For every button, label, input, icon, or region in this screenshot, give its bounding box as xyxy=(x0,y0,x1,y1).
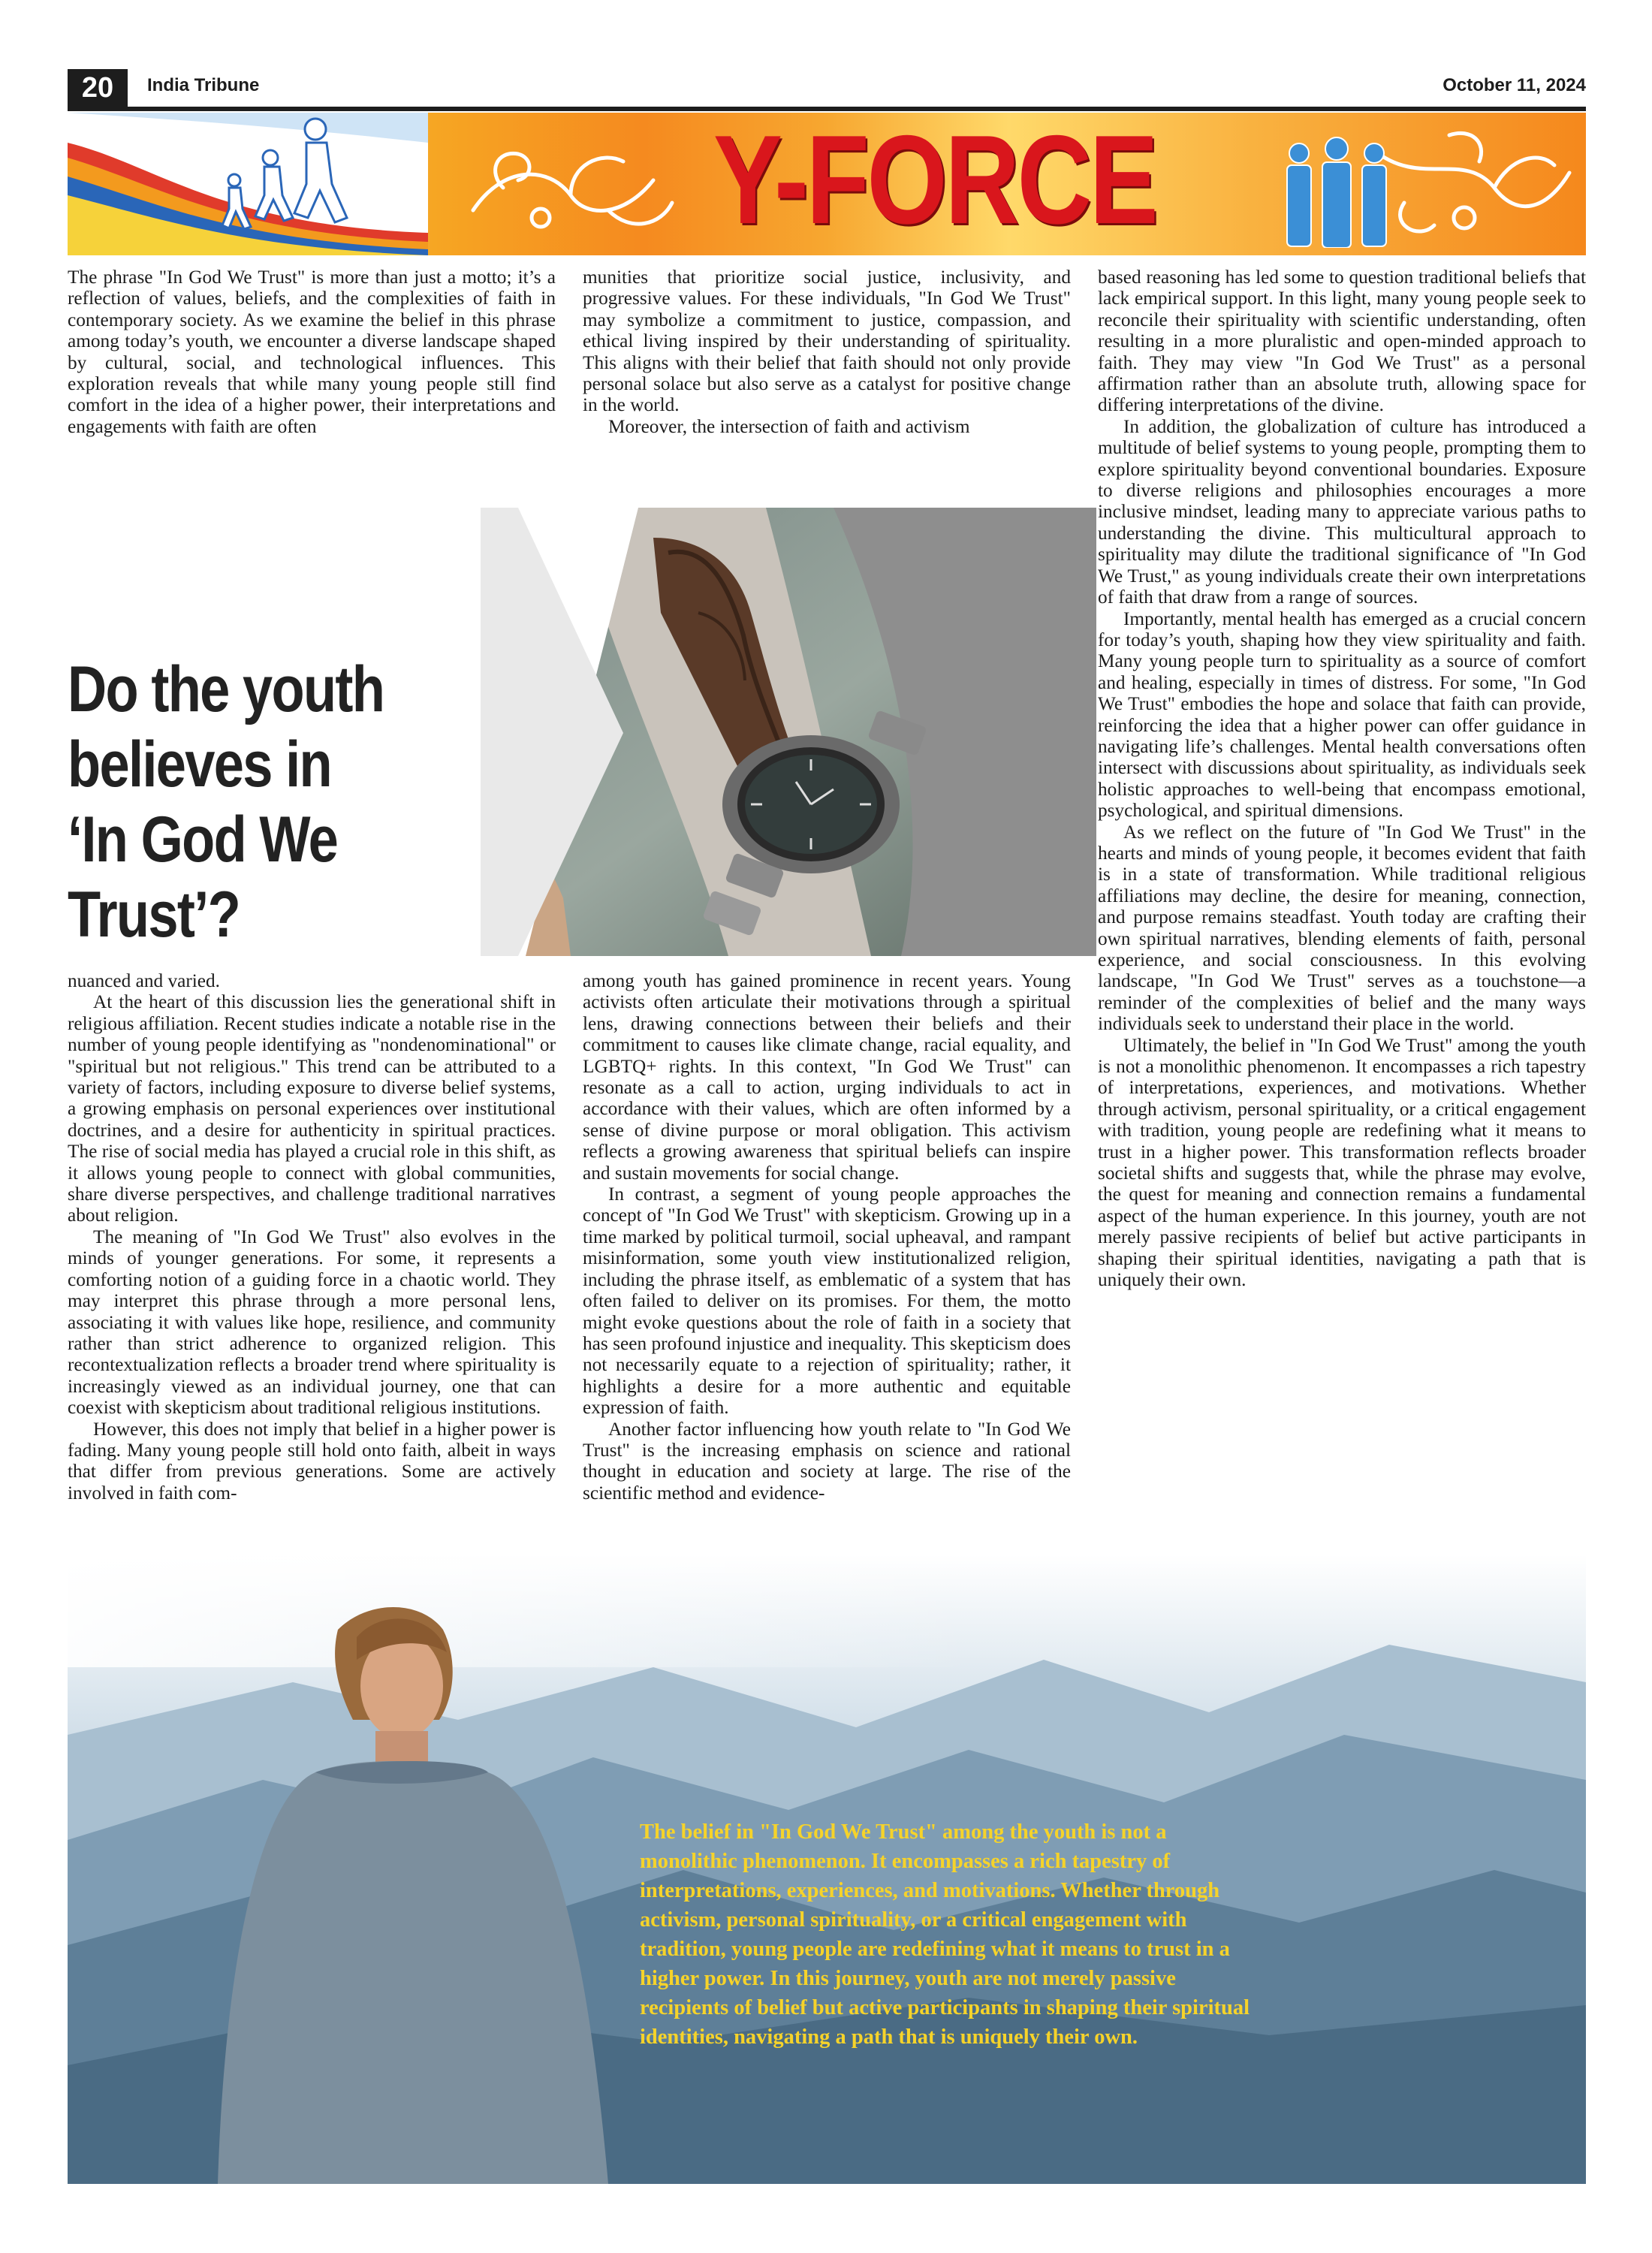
article-paragraph: The meaning of "In God We Trust" also evolves in the minds of younger generations. For some, it represents a comforting notion of a guiding force in a chaotic world. They may interpret this phrase through a more personal lens, associating it with values like hope, resilience, and community rather than strict adherence to organized religion. This recontextualization reflects a broader trend where spirituality is increasingly viewed as an individual journey, one that can coexist with skepticism about traditional religious institutions. xyxy=(68,1226,556,1419)
article-paragraph: Ultimately, the belief in "In God We Trust" among the youth is not a monolithic phenomenon. It encompasses a rich tapestry of interpretations, experiences, and motivations. Whether through activism, personal spirituality, or a critical engagement with tradition, young people are redefining what it means to trust in a higher power. This transformation reflects broader societal shifts and suggests that, while the phrase may evolve, the quest for meaning and connection remains a fundamental aspect of the human experience. In this journey, youth are not merely passive recipients of belief but active participants in shaping their spiritual identities, navigating a path that is uniquely their own. xyxy=(1098,1034,1586,1291)
article-column-2-bottom xyxy=(583,970,1071,1504)
article-column-2-top xyxy=(583,267,1071,437)
issue-date: October 11, 2024 xyxy=(1442,75,1586,95)
runners-wave-graphic xyxy=(68,113,428,255)
business-people-icon xyxy=(1277,135,1397,248)
article-column-3 xyxy=(1098,267,1586,1291)
section-banner xyxy=(68,113,1586,255)
article-paragraph: In addition, the globalization of culture has introduced a multitude of belief systems to young people, prompting them to explore spirituality beyond conventional boundaries. Exposure to diverse religions and philosophies encourages a more inclusive mindset, leading many to appreciate various paths to understanding the divine. This multicultural approach to spirituality may dilute the traditional significance of "In God We Trust," as young individuals create their own interpretations of faith that draw from a range of sources. xyxy=(1098,415,1586,608)
article-paragraph: Importantly, mental health has emerged as a crucial concern for today’s youth, shaping how they view spirituality and faith. Many young people turn to spirituality as a source of comfort and healing, especially in times of distress. For some, "In God We Trust" embodies the hope and solace that faith can provide, reinforcing the idea that a higher power can offer guidance in navigating life’s challenges. Mental health conversations often intersect with discussions about spirituality, as individuals seek holistic approaches to well-being that encompass emotional, psychological, and spiritual dimensions. xyxy=(1098,608,1586,822)
article-paragraph: nuanced and varied. xyxy=(68,970,220,991)
article-paragraph: At the heart of this discussion lies the generational shift in religious affiliation. Recent studies indicate a notable rise in the number of young people identifying as "nondenominational" or "spiritual but not religious." This trend can be attributed to a variety of factors, including exposure to diverse belief systems, a growing emphasis on personal experiences over institutional doctrines, and a desire for authenticity in spiritual practices. The rise of social media has played a crucial role in this shift, as it allows young people to connect with global communities, share diverse perspectives, and challenge traditional narratives about religion. xyxy=(68,991,556,1226)
article-paragraph: munities that prioritize social justice, inclusivity, and progressive values. For these individuals, "In God We Trust" may symbolize a commitment to justice, compassion, and ethical living inspired by their understanding of spirituality. This aligns with their belief that faith should not only provide personal solace but also serve as a catalyst for positive change in the world. xyxy=(583,267,1071,416)
article-paragraph: Moreover, the intersection of faith and activism xyxy=(608,415,970,437)
article-paragraph: However, this does not imply that belief in a higher power is fading. Many young people still hold onto faith, albeit in ways that differ from previous generations. Some are actively involved in faith com- xyxy=(68,1418,556,1504)
headline-line-3: ‘In God We Trust’? xyxy=(68,804,338,951)
headline-line-2: believes in xyxy=(68,728,331,801)
pull-quote: The belief in "In God We Trust" among the youth is not a monolithic phenomenon. It encompasses a rich tapestry of interpretations, experiences, and motivations. Whether through activism, personal spirituality, or a critical engagement with tradition, young people are redefining what it means to trust in a higher power. In this journey, youth are not merely passive recipients of belief but active participants in shaping their spiritual identities, navigating a path that is uniquely their own. xyxy=(640,1820,1250,2049)
publication-name: India Tribune xyxy=(147,75,260,95)
article-headline xyxy=(68,652,522,952)
headline-line-1: Do the youth xyxy=(68,653,384,725)
article-paragraph: As we reflect on the future of "In God We Trust" in the hearts and minds of young people, it becomes evident that faith is in a state of transformation. While traditional religious affiliations may decline, the desire for meaning, connection, and purpose remains steadfast. Youth today are crafting their own spiritual narratives, blending elements of faith, personal experience, and social consciousness. In this evolving landscape, "In God We Trust" serves as a touchstone—a reminder of the complexities of belief and the many ways individuals seek to understand their place in the world. xyxy=(1098,821,1586,1035)
page-header xyxy=(68,69,1586,111)
article-column-1-top xyxy=(68,267,556,437)
article-paragraph: In contrast, a segment of young people approaches the concept of "In God We Trust" with skepticism. Growing up in a time marked by political turmoil, social upheaval, and rampant misinformation, some youth view institutionalized religion, including the phrase itself, as emblematic of a system that has often failed to deliver on its promises. For them, the motto might evoke questions about the role of faith in a society that has seen profound injustice and inequality. This skepticism does not necessarily equate to a rejection of spirituality; rather, it highlights a desire for a more authentic and equitable expression of faith. xyxy=(583,1184,1071,1419)
article-paragraph: among youth has gained prominence in recent years. Young activists often articulate their motivations through a spiritual lens, drawing connections between their beliefs and their commitment to causes like climate change, racial equality, and LGBTQ+ rights. In this context, "In God We Trust" can resonate as a call to action, urging individuals to act in accordance with their values, which are often informed by a sense of divine purpose or moral obligation. This activism reflects a growing awareness that spiritual beliefs can inspire and sustain movements for social change. xyxy=(583,970,1071,1184)
hands-watch-photo xyxy=(481,508,1096,956)
article-paragraph: Another factor influencing how youth relate to "In God We Trust" is the increasing emphasis on science and rational thought in education and society at large. The rise of the scientific method and evidence- xyxy=(583,1418,1071,1504)
section-title: Y-FORCE xyxy=(713,113,1156,250)
article-paragraph: The phrase "In God We Trust" is more than just a motto; it’s a reflection of values, beliefs, and the complexities of faith in contemporary society. As we examine the belief in this phrase among today’s youth, we encounter a diverse landscape shaped by cultural, social, and technological influences. This exploration reveals that while many young people still find comfort in the idea of a higher power, their interpretations and engagements with faith are often xyxy=(68,267,556,437)
article-column-1-bottom xyxy=(68,970,556,1504)
article-paragraph: based reasoning has led some to question traditional beliefs that lack empirical support. In this light, many young people seek to reconcile their spirituality with scientific understanding, often resulting in a more pluralistic and open-minded approach to faith. They may view "In God We Trust" as a personal affirmation rather than an absolute truth, allowing space for differing interpretations of the divine. xyxy=(1098,267,1586,416)
ornament-left-icon xyxy=(458,120,683,248)
page-number: 20 xyxy=(68,69,128,107)
